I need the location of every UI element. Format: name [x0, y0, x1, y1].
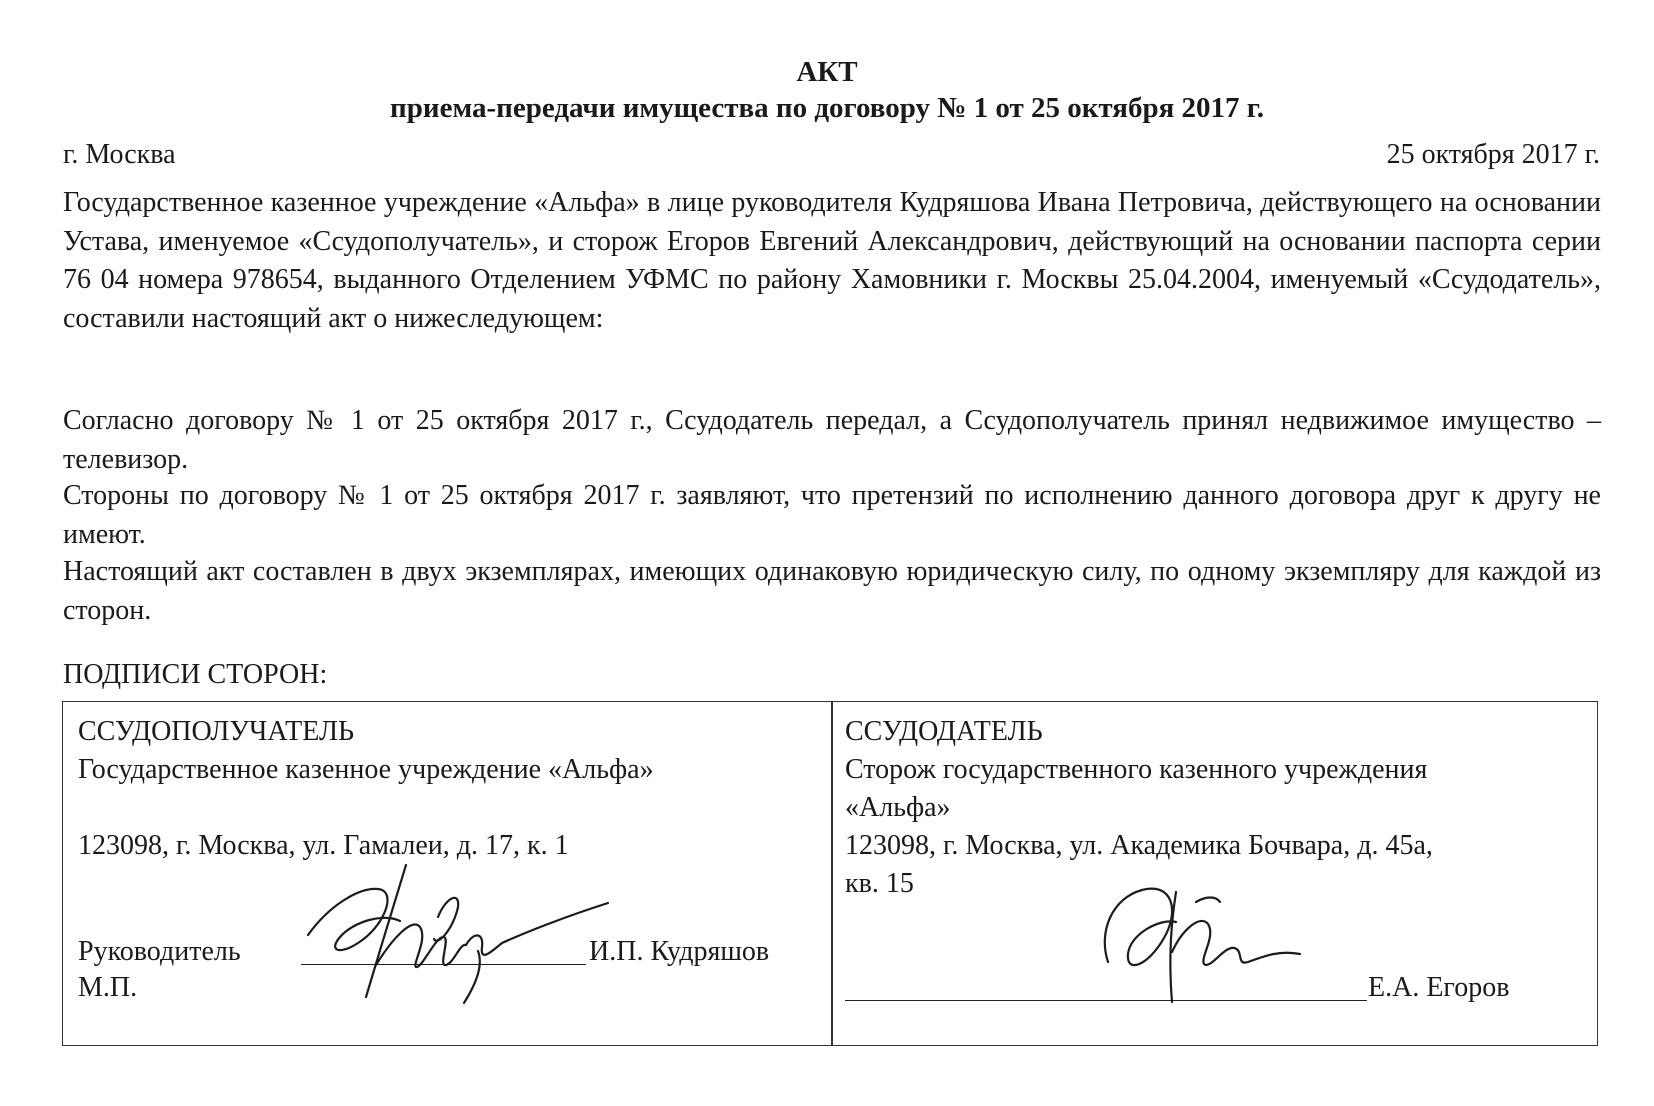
left-party-signer: И.П. Кудряшов [589, 936, 770, 967]
left-party-position: Руководитель [78, 936, 241, 967]
left-party-address: 123098, г. Москва, ул. Гамалеи, д. 17, к. 1 [78, 830, 569, 861]
right-party-signer: Е.А. Егоров [1368, 972, 1510, 1003]
right-party-address-cont: кв. 15 [845, 868, 914, 899]
paragraph-parties: Государственное казенное учреждение «Альфа» в лице руководителя Кудряшова Ивана Петровича, действующего на основании Устава, именуемое «Ссудополучатель», и сторож Егоров Евгений Александрович, действующий на основании паспорта серии 76 04 номера 978654, выданного Отделением УФМС по району Хамовники г. Москвы 25.04.2004, именуемый «Ссудодатель», составили настоящий акт о нижеследующем: [63, 187, 1601, 334]
left-party-name: Государственное казенное учреждение «Альфа» [78, 754, 654, 785]
document-date: 25 октября 2017 г. [1386, 139, 1600, 170]
left-party-stamp: М.П. [78, 972, 138, 1003]
paragraph-copies: Настоящий акт составлен в двух экземплярах, имеющих одинаковую юридическую силу, по одному экземпляру для каждой из сторон. [63, 556, 1601, 626]
right-party-address: 123098, г. Москва, ул. Академика Бочвара, д. 45а, [845, 830, 1433, 861]
signatures-table [62, 701, 1598, 1046]
signatures-heading: ПОДПИСИ СТОРОН: [63, 659, 328, 690]
document-place: г. Москва [63, 139, 176, 170]
right-party-name: Сторож государственного казенного учреждения [845, 754, 1428, 785]
right-party-role: ССУДОДАТЕЛЬ [845, 716, 1043, 747]
right-party-name-cont: «Альфа» [845, 792, 951, 823]
column-divider [831, 702, 833, 1045]
left-party-role: ССУДОПОЛУЧАТЕЛЬ [78, 716, 355, 747]
paragraph-transfer: Согласно договору № 1 от 25 октября 2017 г., Ссудодатель передал, а Ссудополучатель принял недвижимое имущество – телевизор. [63, 405, 1601, 475]
left-signature-image [288, 847, 618, 1007]
document-title: АКТ [796, 56, 858, 88]
document-subtitle: приема-передачи имущества по договору № 1 от 25 октября 2017 г. [390, 92, 1264, 124]
right-signature-image [1068, 862, 1338, 1012]
paragraph-claims: Стороны по договору № 1 от 25 октября 2017 г. заявляют, что претензий по исполнению данного договора друг к другу не имеют. [63, 480, 1601, 550]
